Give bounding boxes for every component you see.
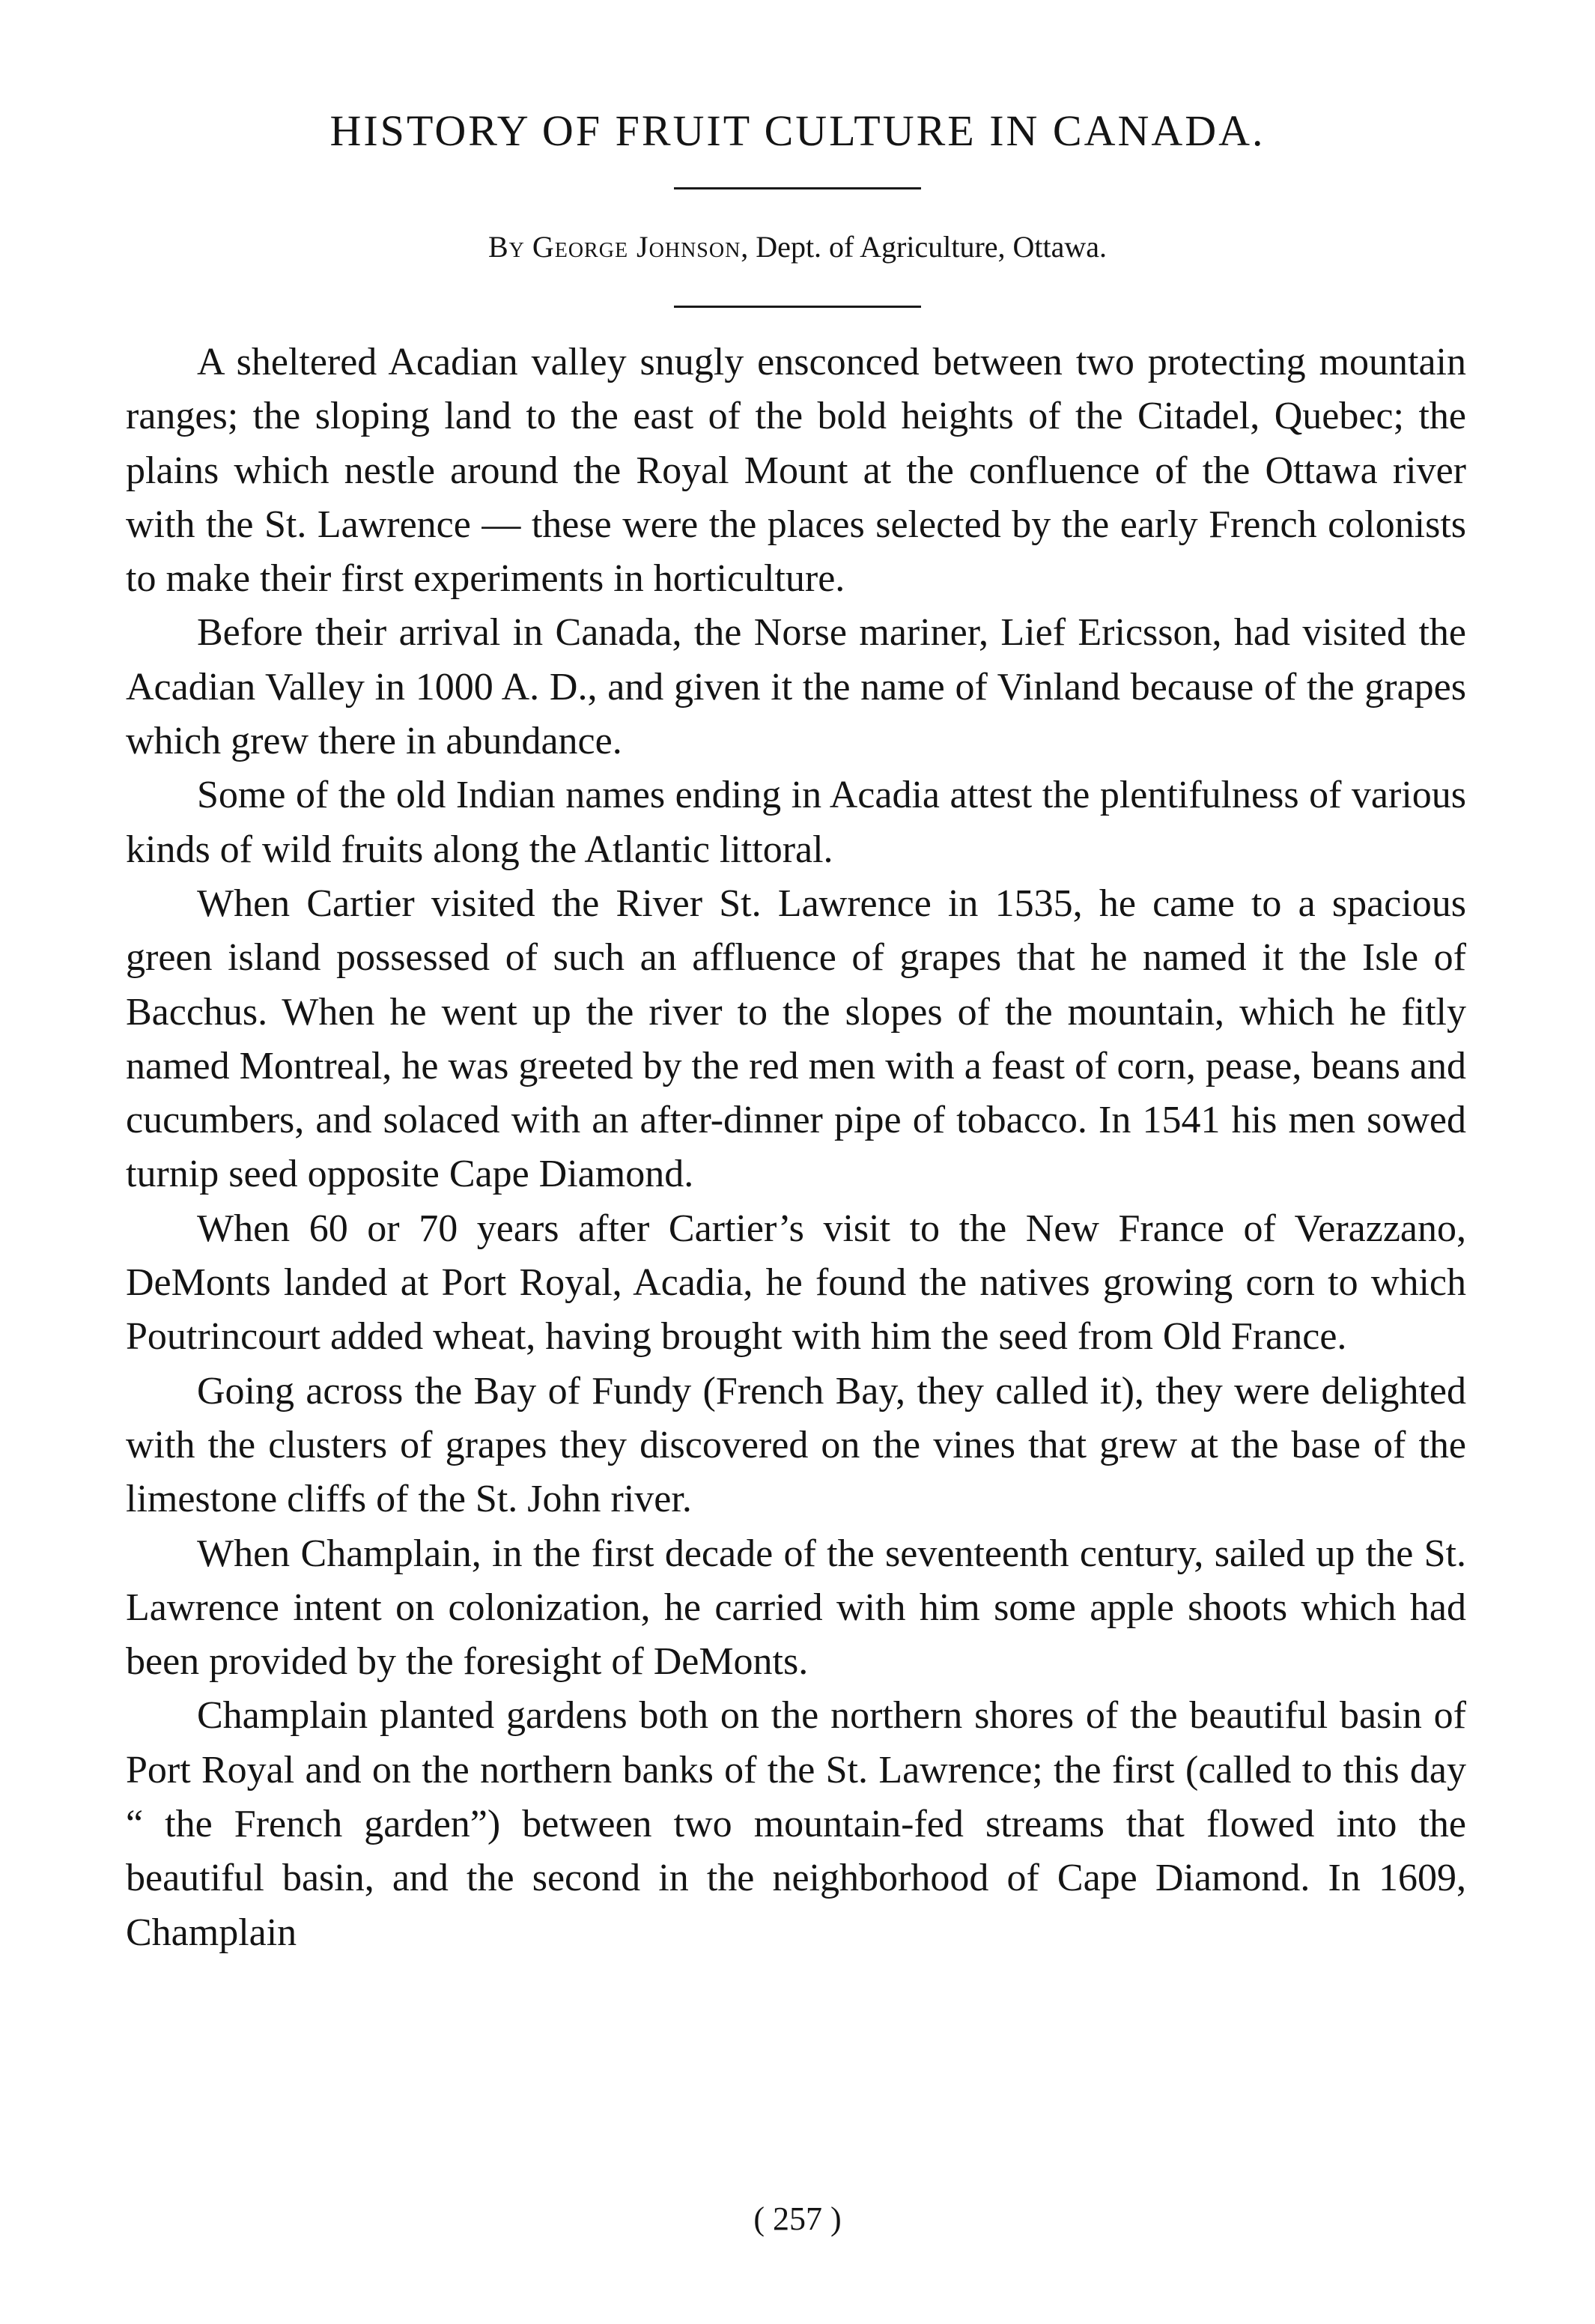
paragraph: Before their arrival in Canada, the Norse mariner, Lief Ericsson, had visited the Acadian Valley in 1000 A. D., and given it the name of Vinland because of the grapes which grew there in abundance. <box>126 611 1466 763</box>
paragraph: A sheltered Acadian valley snugly ensconced between two protecting mountain ranges; the sloping land to the east of the bold heights of the Citadel, Quebec; the plains which nestle around the Royal Mount at the confluence of the Ottawa river with the St. Lawrence — these were the places selected by the early French colonists to make their first experiments in horticulture. <box>126 341 1466 601</box>
page-number: ( 257 ) <box>753 2200 842 2237</box>
paragraph: When Champlain, in the first decade of the seventeenth century, sailed up the St. Lawrence intent on colonization, he carried with him some apple shoots which had been provided by the foresight of DeMonts. <box>126 1532 1466 1684</box>
article-body <box>126 336 1466 1960</box>
byline-prefix: By <box>487 230 525 264</box>
author-name: George Johnson <box>532 230 741 264</box>
byline <box>0 228 1595 266</box>
author-affiliation: , Dept. of Agriculture, Ottawa. <box>741 230 1108 264</box>
article-title: HISTORY OF FRUIT CULTURE IN CANADA. <box>329 106 1266 155</box>
paragraph: Champlain planted gardens both on the northern shores of the beautiful basin of Port Royal and on the northern banks of the St. Lawrence; the first (called to this day “ the French garden”) between two mountain-fed streams that flowed into the beautiful basin, and the second in the neighborhood of Cape Diamond. In 1609, Champlain <box>126 1694 1466 1954</box>
paragraph: Going across the Bay of Fundy (French Bay, they called it), they were delighted with the clusters of grapes they discovered on the vines that grew at the base of the limestone cliffs of the St. John river. <box>126 1369 1466 1521</box>
paragraph: Some of the old Indian names ending in Acadia attest the plentifulness of various kinds of wild fruits along the Atlantic littoral. <box>126 774 1466 871</box>
paragraph: When Cartier visited the River St. Lawrence in 1535, he came to a spacious green island possessed of such an affluence of grapes that he named it the Isle of Bacchus. When he went up the river to the slopes of the mountain, which he fitly named Montreal, he was greeted by the red men with a feast of corn, pease, beans and cucumbers, and solaced with an after-dinner pipe of tobacco. In 1541 his men sowed turnip seed opposite Cape Diamond. <box>126 882 1466 1196</box>
paragraph: When 60 or 70 years after Cartier’s visit to the New France of Verazzano, DeMonts landed at Port Royal, Acadia, he found the natives growing corn to which Poutrincourt added wheat, having brought with him the seed from Old France. <box>126 1207 1466 1359</box>
byline-divider <box>674 306 921 308</box>
title-divider <box>674 187 921 189</box>
